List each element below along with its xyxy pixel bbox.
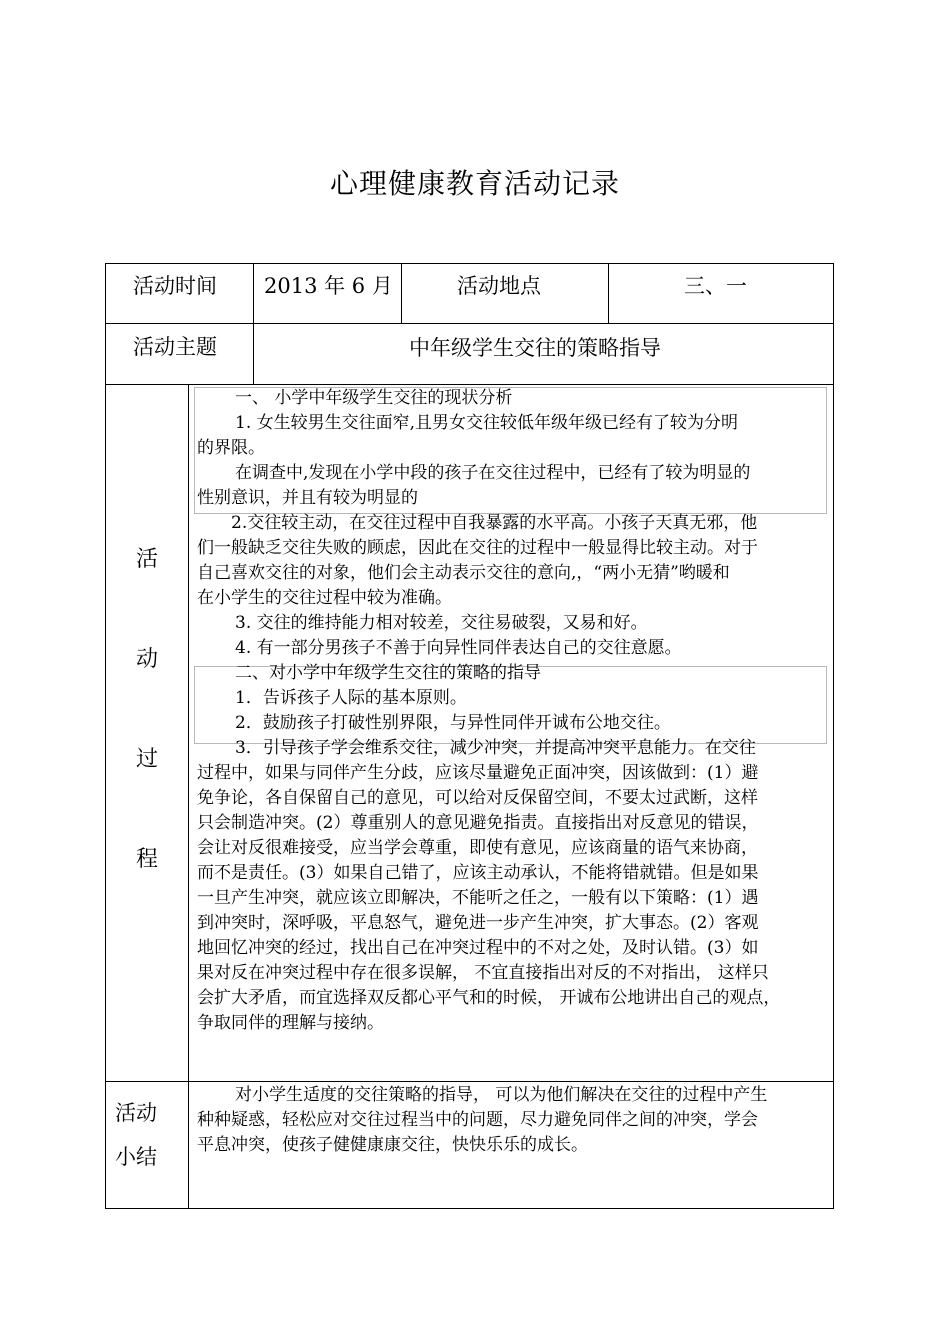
process-content (197, 386, 829, 1036)
table-col-divider (253, 263, 254, 384)
paragraph-line: 会让对反很难接受，应当学会尊重，即使有意见，应该商量的语气来协商， (197, 838, 758, 858)
paragraph-line: 3．引导孩子学会维系交往，减少冲突，并提高冲突平息能力。在交往 (235, 738, 756, 758)
paragraph-line: 自己喜欢交往的对象，他们会主动表示交往的意向,，“两小无猜”哟暖和 (197, 563, 730, 583)
summary-label (115, 1091, 157, 1179)
section-heading: 一、 小学中年级学生交往的现状分析 (235, 388, 513, 408)
theme-value: 中年级学生交往的策略指导 (409, 336, 661, 360)
table-col-divider (608, 263, 609, 324)
table-border-bottom (105, 1208, 834, 1209)
paragraph-line: 平息冲突，使孩子健健康康交往，快快乐乐的成长。 (197, 1135, 588, 1155)
table-col-divider (401, 263, 402, 324)
paragraph-line: 3. 交往的维持能力相对较差，交往易破裂，又易和好。 (235, 613, 648, 633)
paragraph-line: 对小学生适度的交往策略的指导， 可以为他们解决在交往的过程中产生 (235, 1085, 768, 1105)
paragraph-line: 种种疑惑，轻松应对交往过程当中的问题，尽力避免同伴之间的冲突，学会 (197, 1110, 758, 1130)
summary-content (197, 1083, 829, 1158)
paragraph-line: 地回忆冲突的经过，找出自己在冲突过程中的不对之处，及时认错。(3）如 (197, 938, 759, 958)
paragraph-line: 们一般缺乏交往失败的顾虑，因此在交往的过程中一般显得比较主动。对于 (197, 538, 758, 558)
paragraph-line: 只会制造冲突。(2）尊重别人的意见避免指责。直接指出对反意见的错误， (197, 813, 759, 833)
process-label-char: 过 (136, 747, 159, 772)
paragraph-line: 免争论，各自保留自己的意见，可以给对反保留空间，不要太过武断，这样 (197, 788, 758, 808)
paragraph-line: 2.交往较主动，在交往过程中自我暴露的水平高。小孩子天真无邪，他 (231, 513, 758, 533)
section-heading: 二、对小学中年级学生交往的策略的指导 (235, 663, 541, 683)
paragraph-line: 果对反在冲突过程中存在很多误解， 不宜直接指出对反的不对指出， 这样只 (197, 963, 769, 983)
summary-label-line: 小结 (115, 1145, 157, 1169)
place-value: 三、一 (684, 274, 747, 298)
process-label-char: 活 (136, 547, 159, 572)
table-border-right (833, 263, 834, 1209)
paragraph-line: 1. 女生较男生交往面窄,且男女交往较低年级年级已经有了较为分明 (235, 413, 739, 433)
place-label: 活动地点 (457, 274, 541, 298)
paragraph-line: 到冲突时，深呼吸，平息怒气，避免进一步产生冲突，扩大事态。(2）客观 (197, 913, 759, 933)
process-label-char: 动 (136, 647, 159, 672)
paragraph-line: 争取同伴的理解与接纳。 (197, 1013, 384, 1033)
paragraph-line: 过程中，如果与同伴产生分歧，应该尽量避免正面冲突，因该做到：(1）避 (197, 763, 759, 783)
paragraph-line: 2．鼓励孩子打破性别界限，与异性同伴开诚布公地交往。 (235, 713, 671, 733)
paragraph-line: 在调查中,发现在小学中段的孩子在交往过程中，已经有了较为明显的 (235, 463, 751, 483)
table-border-left (105, 263, 106, 1209)
table-row-divider (105, 1081, 834, 1082)
paragraph-line: 1．告诉孩子人际的基本原则。 (235, 688, 467, 708)
table-col-divider (188, 384, 189, 1209)
paragraph-line: 4. 有一部分男孩子不善于向异性同伴表达自己的交往意愿。 (235, 638, 682, 658)
table-border-top (105, 263, 834, 264)
paragraph-line: 在小学生的交往过程中较为准确。 (197, 588, 452, 608)
paragraph-line: 一旦产生冲突，就应该立即解决，不能听之任之，一般有以下策略：(1）遇 (197, 888, 759, 908)
paragraph-line: 的界限。 (197, 438, 265, 458)
paragraph-line: 会扩大矛盾，而宜选择双反都心平气和的时候， 开诚布公地讲出自己的观点， (197, 988, 781, 1008)
table-row-divider (105, 384, 834, 385)
time-label: 活动时间 (133, 274, 217, 298)
table-row-divider (105, 323, 834, 324)
process-label-char: 程 (136, 847, 159, 872)
summary-label-line: 活动 (115, 1101, 157, 1125)
paragraph-line: 而不是责任。(3）如果自己错了，应该主动承认，不能将错就错。但是如果 (197, 863, 759, 883)
theme-label: 活动主题 (133, 335, 217, 359)
time-value: 2013 年 6 月 (264, 274, 393, 298)
page-title: 心理健康教育活动记录 (329, 167, 620, 200)
paragraph-line: 性别意识，并且有较为明显的 (197, 488, 418, 508)
